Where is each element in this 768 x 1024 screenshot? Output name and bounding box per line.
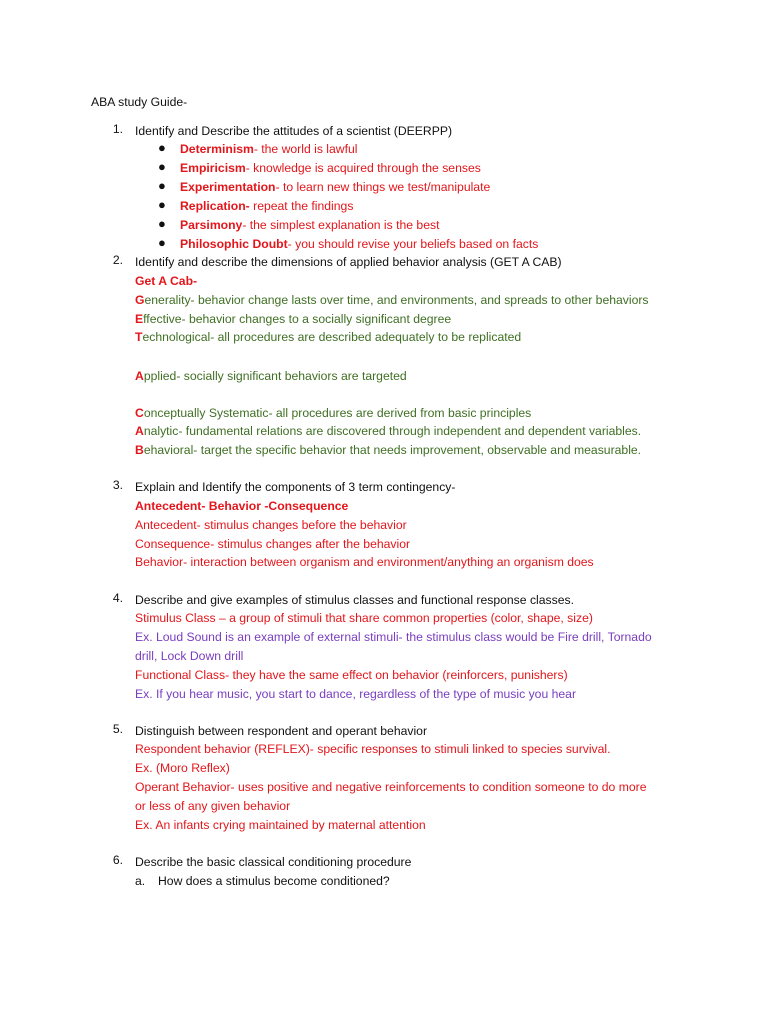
q2-heading: Get A Cab- — [135, 274, 198, 288]
q6-sub-label: a. — [135, 874, 146, 888]
bullet-icon: ● — [158, 140, 166, 155]
q1-bullet-item: Philosophic Doubt- you should revise your beliefs based on facts — [180, 237, 539, 251]
q2-dimension: Effective- behavior changes to a socially significant degree — [135, 312, 452, 326]
bullet-icon: ● — [158, 235, 166, 250]
q1-bullet-item: Determinism- the world is lawful — [180, 142, 358, 156]
q4-functional-class: Functional Class- they have the same effect on behavior (reinforcers, punishers) — [135, 668, 568, 682]
q4-example: Ex. Loud Sound is an example of external stimuli- the stimulus class would be Fire drill, Tornado — [135, 630, 652, 644]
q4-example: Ex. If you hear music, you start to dance, regardless of the type of music you hear — [135, 687, 576, 701]
q1-bullet-item: Empiricism- knowledge is acquired through the senses — [180, 161, 481, 175]
q3-number: 3. — [112, 478, 123, 492]
q2-dimension: Applied- socially significant behaviors are targeted — [135, 369, 407, 383]
q3-heading: Antecedent- Behavior -Consequence — [135, 499, 349, 513]
q3-line: Antecedent- stimulus changes before the behavior — [135, 518, 407, 532]
q5-line: Operant Behavior- uses positive and negative reinforcements to condition someone to do more — [135, 780, 647, 794]
q6-sub-text: How does a stimulus become conditioned? — [158, 874, 390, 888]
q1-bullet-item: Parsimony- the simplest explanation is the best — [180, 218, 440, 232]
bullet-icon: ● — [158, 197, 166, 212]
q2-dimension: Behavioral- target the specific behavior that needs improvement, observable and measurable. — [135, 443, 642, 457]
q2-dimension: Technological- all procedures are described adequately to be replicated — [135, 330, 522, 344]
q2-dimension: Generality- behavior change lasts over time, and environments, and spreads to other behaviors — [135, 293, 649, 307]
q2-dimension: Analytic- fundamental relations are discovered through independent and dependent variables. — [135, 424, 642, 438]
q2-text: Identify and describe the dimensions of applied behavior analysis (GET A CAB) — [135, 255, 562, 269]
q2-dimension: Conceptually Systematic- all procedures are derived from basic principles — [135, 406, 532, 420]
q5-line: Respondent behavior (REFLEX)- specific responses to stimuli linked to species survival. — [135, 742, 611, 756]
q1-bullet-item: Experimentation- to learn new things we test/manipulate — [180, 180, 491, 194]
document-title: ABA study Guide- — [91, 95, 188, 109]
q5-number: 5. — [112, 722, 123, 736]
q2-number: 2. — [112, 253, 123, 267]
q6-text: Describe the basic classical conditioning procedure — [135, 855, 412, 869]
q3-line: Behavior- interaction between organism and environment/anything an organism does — [135, 555, 594, 569]
q6-number: 6. — [112, 853, 123, 867]
q5-line: Ex. (Moro Reflex) — [135, 761, 230, 775]
q5-text: Distinguish between respondent and operant behavior — [135, 724, 428, 738]
q4-example: drill, Lock Down drill — [135, 649, 244, 663]
q3-text: Explain and Identify the components of 3 term contingency- — [135, 480, 456, 494]
q5-line: or less of any given behavior — [135, 799, 291, 813]
q4-stimulus-class: Stimulus Class – a group of stimuli that share common properties (color, shape, size) — [135, 611, 593, 625]
bullet-icon: ● — [158, 178, 166, 193]
q1-bullet-item: Replication- repeat the findings — [180, 199, 354, 213]
q4-number: 4. — [112, 591, 123, 605]
q1-text: Identify and Describe the attitudes of a scientist (DEERPP) — [135, 124, 453, 138]
q3-line: Consequence- stimulus changes after the behavior — [135, 537, 411, 551]
bullet-icon: ● — [158, 216, 166, 231]
bullet-icon: ● — [158, 159, 166, 174]
q1-number: 1. — [112, 122, 123, 136]
q4-text: Describe and give examples of stimulus classes and functional response classes. — [135, 593, 574, 607]
q5-line: Ex. An infants crying maintained by maternal attention — [135, 818, 426, 832]
